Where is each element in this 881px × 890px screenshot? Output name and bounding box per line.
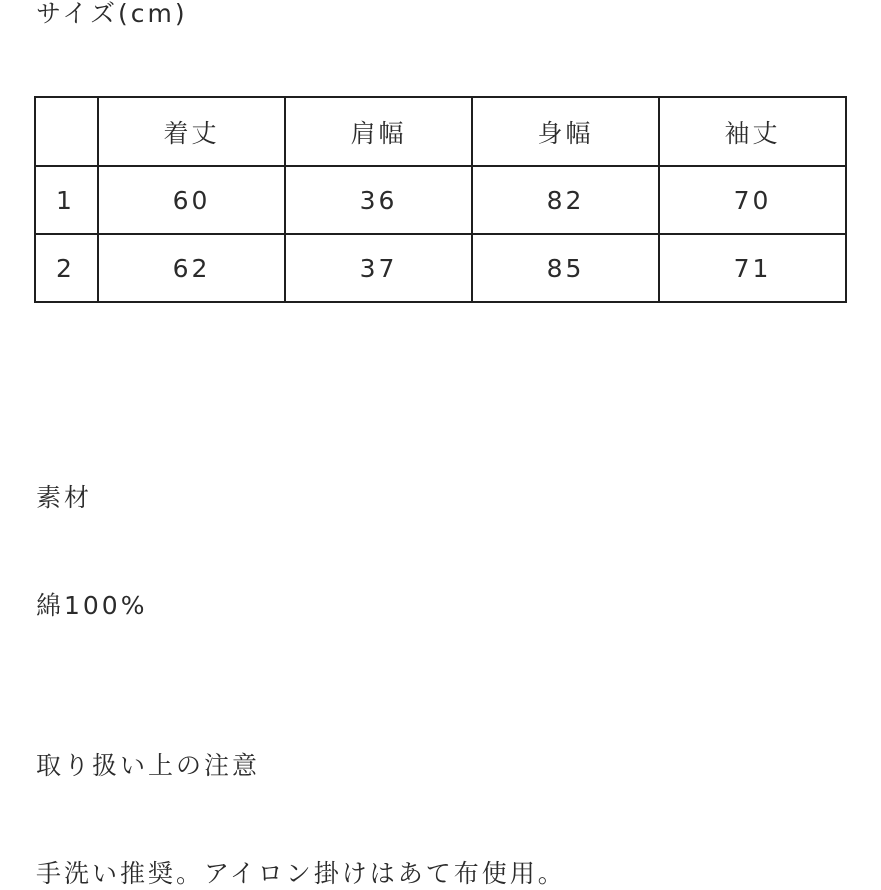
row-label: 1 bbox=[35, 166, 98, 234]
care-value: 手洗い推奨。アイロン掛けはあて布使用。 bbox=[36, 859, 566, 888]
size-heading: サイズ(cm) bbox=[36, 0, 188, 28]
table-header-cell-shoulder: 肩幅 bbox=[285, 97, 472, 166]
material-heading: 素材 bbox=[36, 483, 93, 512]
table-cell: 85 bbox=[472, 234, 659, 302]
table-cell: 62 bbox=[98, 234, 285, 302]
table-cell: 37 bbox=[285, 234, 472, 302]
table-header-cell-corner bbox=[35, 97, 98, 166]
table-header-cell-length: 着丈 bbox=[98, 97, 285, 166]
table-cell: 71 bbox=[659, 234, 846, 302]
material-value: 綿100% bbox=[36, 591, 148, 620]
table-header-row bbox=[35, 97, 846, 166]
table-row bbox=[35, 166, 846, 234]
care-heading: 取り扱い上の注意 bbox=[36, 751, 261, 780]
table-header-cell-width: 身幅 bbox=[472, 97, 659, 166]
table-cell: 60 bbox=[98, 166, 285, 234]
table-row bbox=[35, 234, 846, 302]
table-header-cell-sleeve: 袖丈 bbox=[659, 97, 846, 166]
table-cell: 70 bbox=[659, 166, 846, 234]
table-cell: 82 bbox=[472, 166, 659, 234]
size-table bbox=[34, 96, 847, 303]
table-cell: 36 bbox=[285, 166, 472, 234]
row-label: 2 bbox=[35, 234, 98, 302]
